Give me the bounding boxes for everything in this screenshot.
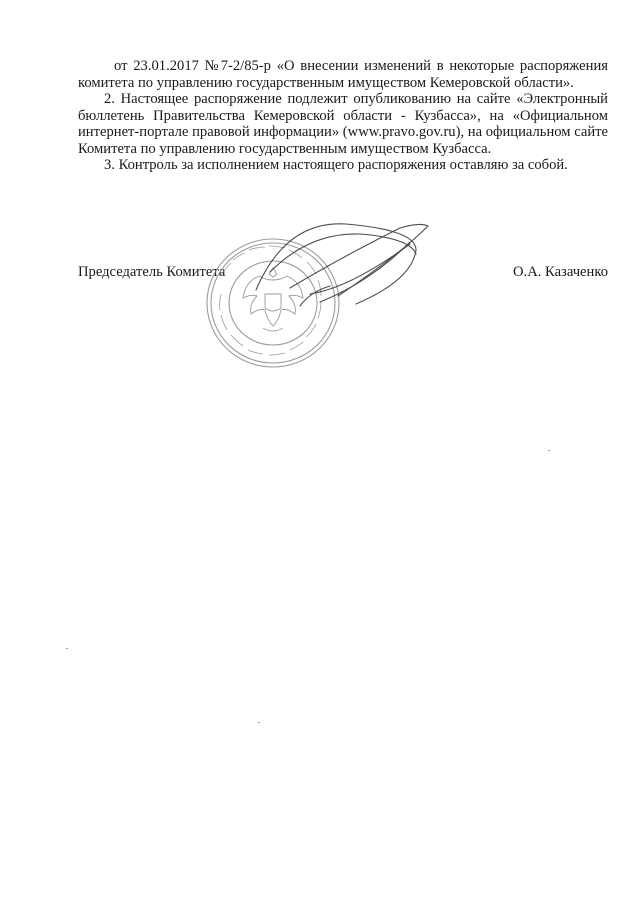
document-body xyxy=(78,58,608,174)
scan-speckle xyxy=(548,450,550,451)
paragraph-control: 3. Контроль за исполнением настоящего распоряжения оставляю за собой. xyxy=(104,157,568,173)
scan-speckle xyxy=(258,722,260,723)
paragraph-continuation: от 23.01.2017 №7-2/85-р «О внесении изменений в некоторые распоряжения комитета по управлению государственным имуществом Кемеровской области». xyxy=(78,58,608,91)
scan-speckle xyxy=(66,648,68,649)
signatory-name: О.А. Казаченко xyxy=(513,264,608,280)
paragraph-publication: 2. Настоящее распоряжение подлежит опубликованию на сайте «Электронный бюллетень Правительства Кемеровской области - Кузбасса», на «Официальном интернет-портале правовой информации» (www.pravo.gov.ru), на официальном сайте Комитета по управлению государственным имуществом Кузбасса. xyxy=(78,91,608,157)
handwritten-signature-icon xyxy=(250,210,440,320)
signatory-title: Председатель Комитета xyxy=(78,264,226,280)
